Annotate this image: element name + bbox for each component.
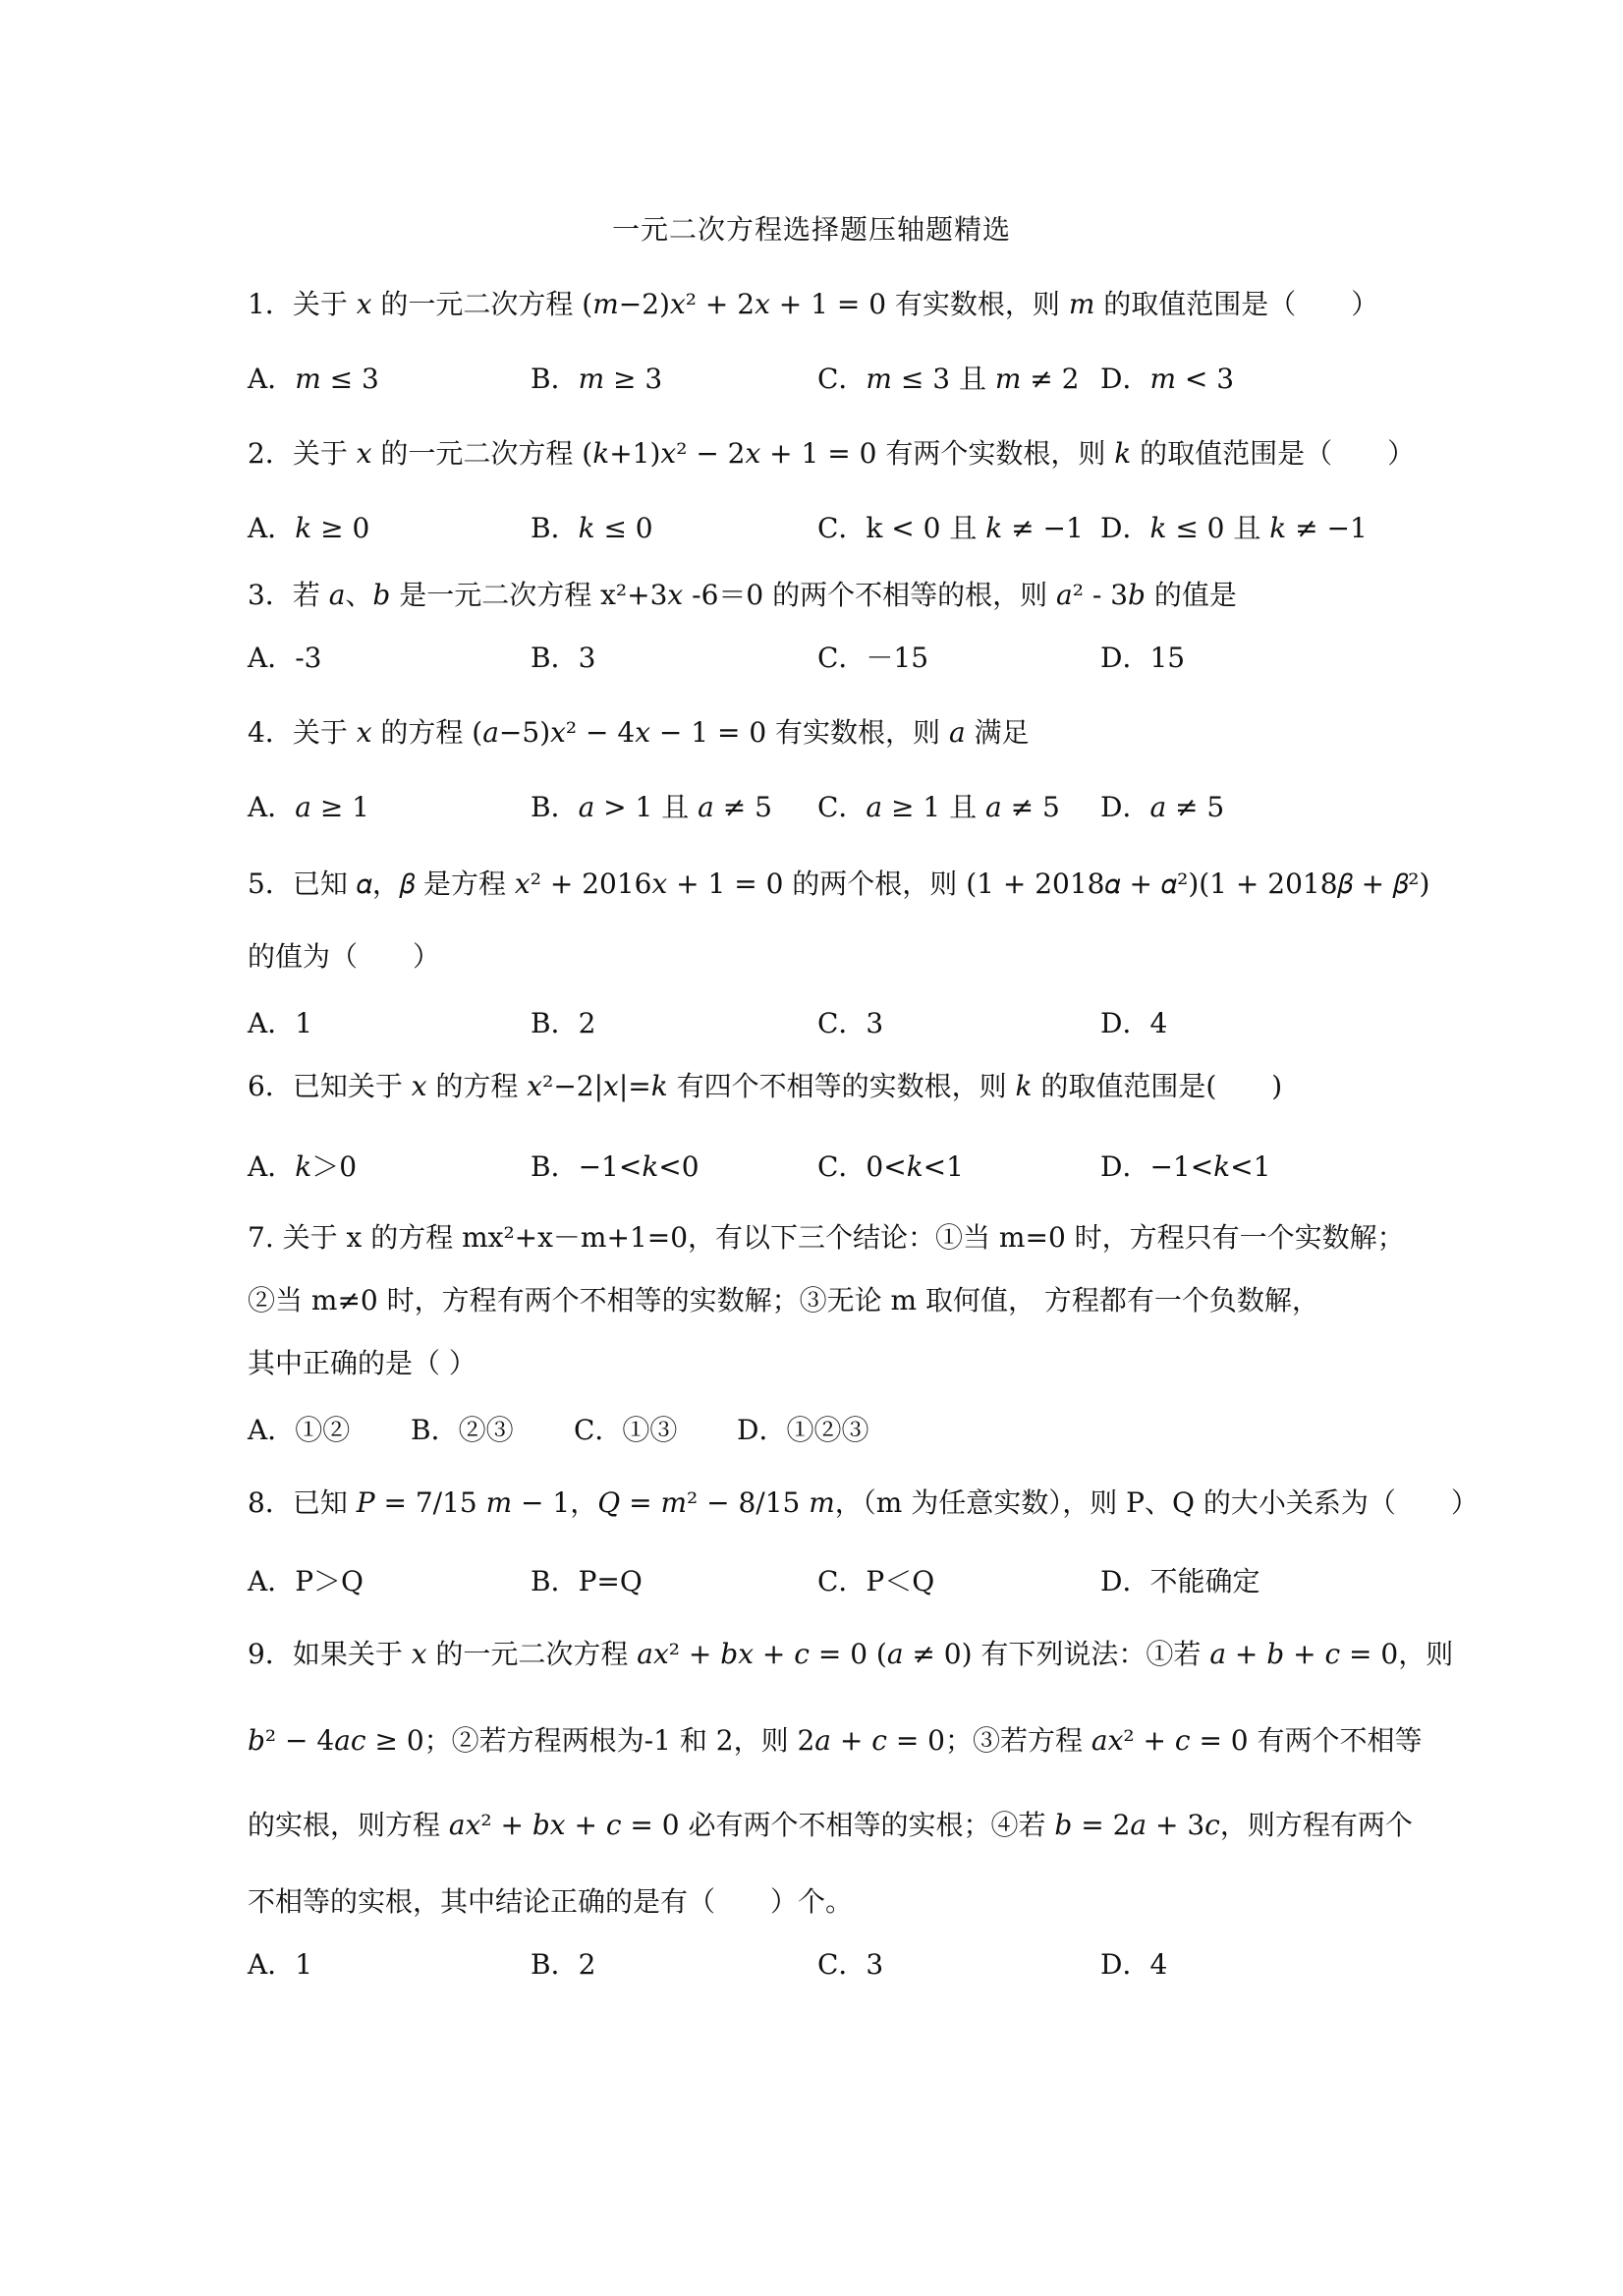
question-5-option-b: B．2	[531, 1007, 596, 1039]
question-3-stem-line-1: 3．若 𝑎、𝑏 是一元二次方程 x²+3𝑥 -6＝0 的两个不相等的根，则 𝑎² - 3𝑏 的值是	[248, 579, 1237, 611]
question-5-option-d: D．4	[1100, 1007, 1168, 1039]
document-title: 一元二次方程选择题压轴题精选	[611, 213, 1011, 246]
question-9-option-b: B．2	[531, 1948, 596, 1981]
question-2-stem-line-1: 2．关于 𝑥 的一元二次方程 (𝑘+1)𝑥² − 2𝑥 + 1 = 0 有两个实数根，则 𝑘 的取值范围是（ ）	[248, 437, 1416, 470]
question-5-stem-line-2: 的值为（ ）	[248, 940, 441, 973]
question-4-option-a: A．𝑎 ≥ 1	[248, 791, 369, 823]
question-1-option-d: D．𝑚 < 3	[1100, 363, 1235, 395]
question-9-stem-line-2: 𝑏² − 4𝑎𝑐 ≥ 0；②若方程两根为-1 和 2，则 2𝑎 + 𝑐 = 0；③若方程 𝑎𝑥² + 𝑐 = 0 有两个不相等	[248, 1724, 1423, 1757]
question-7-stem-line-1: 7. 关于 x 的方程 mx²+x－m+1=0，有以下三个结论：①当 m=0 时，方程只有一个实数解；	[248, 1221, 1405, 1254]
question-2-option-a: A．𝑘 ≥ 0	[248, 512, 370, 544]
question-5-stem-line-1: 5．已知 𝛼，𝛽 是方程 𝑥² + 2016𝑥 + 1 = 0 的两个根，则 (1 + 2018𝛼 + 𝛼²)(1 + 2018𝛽 + 𝛽²)	[248, 868, 1430, 900]
question-5-option-a: A．1	[248, 1007, 313, 1039]
question-3-option-c: C．－15	[817, 642, 929, 674]
question-4-stem-line-1: 4．关于 𝑥 的方程 (𝑎−5)𝑥² − 4𝑥 − 1 = 0 有实数根，则 𝑎 满足	[248, 716, 1030, 749]
question-6-option-d: D．−1<𝑘<1	[1100, 1150, 1271, 1183]
question-5-option-c: C．3	[817, 1007, 884, 1039]
question-9-stem-line-3: 的实根，则方程 𝑎𝑥² + 𝑏𝑥 + 𝑐 = 0 必有两个不相等的实根；④若 𝑏 = 2𝑎 + 3𝑐，则方程有两个	[248, 1809, 1413, 1841]
question-7-option-a: A．①②	[248, 1414, 351, 1446]
question-1-stem-line-1: 1．关于 𝑥 的一元二次方程 (𝑚−2)𝑥² + 2𝑥 + 1 = 0 有实数根，则 𝑚 的取值范围是（ ）	[248, 288, 1379, 320]
question-1-option-a: A．𝑚 ≤ 3	[248, 363, 379, 395]
question-9-option-d: D．4	[1100, 1948, 1168, 1981]
question-6-option-c: C．0<𝑘<1	[817, 1150, 964, 1183]
question-8-option-a: A．P＞Q	[248, 1565, 364, 1597]
question-4-option-d: D．𝑎 ≠ 5	[1100, 791, 1225, 823]
question-7-option-c: C．①③	[574, 1414, 678, 1446]
question-8-option-c: C．P＜Q	[817, 1565, 935, 1597]
question-7-option-d: D．①②③	[737, 1414, 869, 1446]
question-2-option-c: C．k < 0 且 𝑘 ≠ −1	[817, 512, 1084, 544]
question-6-stem-line-1: 6．已知关于 𝑥 的方程 𝑥²−2|𝑥|=𝑘 有四个不相等的实数根，则 𝑘 的取值范围是( )	[248, 1070, 1283, 1102]
question-6-option-a: A．𝑘＞0	[248, 1150, 358, 1183]
question-7-stem-line-3: 其中正确的是（ ）	[248, 1347, 476, 1379]
question-9-option-a: A．1	[248, 1948, 313, 1981]
question-7-option-b: B．②③	[411, 1414, 514, 1446]
question-3-option-d: D．15	[1100, 642, 1186, 674]
question-9-stem-line-1: 9．如果关于 𝑥 的一元二次方程 𝑎𝑥² + 𝑏𝑥 + 𝑐 = 0 (𝑎 ≠ 0) 有下列说法：①若 𝑎 + 𝑏 + 𝑐 = 0，则	[248, 1638, 1454, 1670]
question-1-option-b: B．𝑚 ≥ 3	[531, 363, 663, 395]
question-6-option-b: B．−1<𝑘<0	[531, 1150, 700, 1183]
question-8-stem-line-1: 8．已知 𝑃 = 7/15 𝑚 − 1，𝑄 = 𝑚² − 8/15 𝑚，（m 为任意实数），则 P、Q 的大小关系为（ ）	[248, 1486, 1479, 1519]
question-8-option-d: D．不能确定	[1100, 1565, 1260, 1597]
question-4-option-c: C．𝑎 ≥ 1 且 𝑎 ≠ 5	[817, 791, 1060, 823]
question-2-option-b: B．𝑘 ≤ 0	[531, 512, 653, 544]
question-9-stem-line-4: 不相等的实根，其中结论正确的是有（ ）个。	[248, 1885, 854, 1918]
question-7-stem-line-2: ②当 m≠0 时，方程有两个不相等的实数解；③无论 m 取何值， 方程都有一个负数解，	[248, 1284, 1319, 1316]
question-8-option-b: B．P=Q	[531, 1565, 643, 1597]
question-1-option-c: C．𝑚 ≤ 3 且 𝑚 ≠ 2	[817, 363, 1080, 395]
question-3-option-b: B．3	[531, 642, 596, 674]
question-9-option-c: C．3	[817, 1948, 884, 1981]
question-3-option-a: A．-3	[248, 642, 322, 674]
question-4-option-b: B．𝑎 > 1 且 𝑎 ≠ 5	[531, 791, 772, 823]
question-2-option-d: D．𝑘 ≤ 0 且 𝑘 ≠ −1	[1100, 512, 1368, 544]
